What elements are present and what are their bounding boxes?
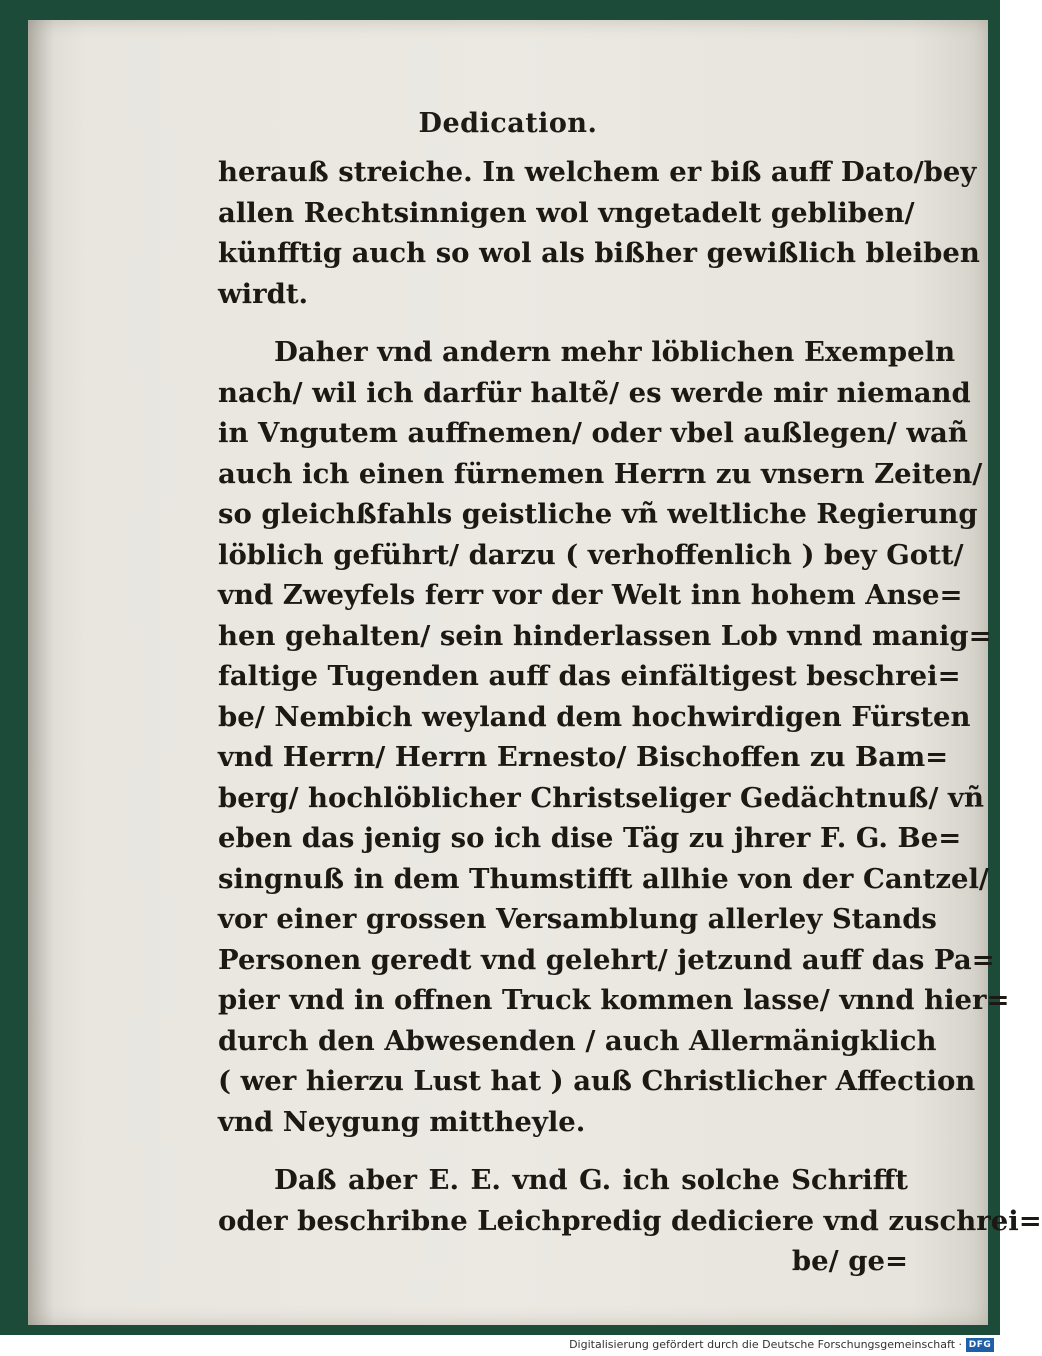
text-line: nach/ wil ich darfür haltẽ/ es werde mir niemand bbox=[218, 376, 971, 409]
text-line: be/ Nembich weyland dem hochwirdigen Fürsten bbox=[218, 700, 971, 733]
dfg-logo[interactable]: DFG bbox=[966, 1338, 994, 1352]
text-line: in Vngutem auffnemen/ oder vbel außlegen/ wañ bbox=[218, 417, 968, 449]
text-line: löblich geführt/ darzu ( verhoffenlich ) bey Gott/ bbox=[218, 538, 964, 571]
text-line: Daß aber E. E. vnd G. ich solche Schrifft bbox=[274, 1164, 908, 1196]
funding-footer bbox=[0, 1335, 1000, 1356]
text-line: ( wer hierzu Lust hat ) auß Christlicher Affection bbox=[218, 1065, 976, 1097]
text-line: durch den Abwesenden / auch Allermänigklich bbox=[218, 1024, 937, 1057]
text-line: vnd Neygung mittheyle. bbox=[218, 1105, 586, 1138]
text-line: wirdt. bbox=[218, 277, 309, 310]
text-line: künfftig auch so wol als bißher gewißlich bleiben bbox=[218, 237, 980, 269]
text-line: so gleichßfahls geistliche vñ weltliche Regierung bbox=[218, 498, 978, 530]
text-line: singnuß in dem Thumstifft allhie von der Cantzel/ bbox=[218, 862, 989, 895]
body-text bbox=[218, 152, 1042, 1282]
text-line: pier vnd in offnen Truck kommen lasse/ vnnd hier= bbox=[218, 984, 1010, 1016]
book-page bbox=[28, 20, 1042, 1325]
catchword: be/ ge= bbox=[791, 1245, 908, 1277]
text-line: herauß streiche. In welchem er biß auff Dato/bey bbox=[218, 156, 977, 188]
text-line: vor einer grossen Versamblung allerley Stands bbox=[218, 903, 937, 935]
text-line: hen gehalten/ sein hinderlassen Lob vnnd manig= bbox=[218, 619, 992, 652]
text-line: Daher vnd andern mehr löblichen Exempeln bbox=[274, 336, 956, 368]
text-line: vnd Herrn/ Herrn Ernesto/ Bischoffen zu Bam= bbox=[218, 741, 949, 773]
text-line: Personen geredt vnd gelehrt/ jetzund auff das Pa= bbox=[218, 943, 995, 976]
running-head: Dedication. bbox=[418, 108, 598, 139]
text-line: auch ich einen fürnemen Herrn zu vnsern Zeiten/ bbox=[218, 457, 983, 490]
text-line: allen Rechtsinnigen wol vngetadelt gebliben/ bbox=[218, 196, 915, 229]
paragraph-gap bbox=[218, 314, 908, 332]
text-line: eben das jenig so ich dise Täg zu jhrer F. G. Be= bbox=[218, 822, 962, 854]
paragraph-gap bbox=[218, 1142, 908, 1160]
text-line: vnd Zweyfels ferr vor der Welt inn hohem Anse= bbox=[218, 579, 963, 611]
text-line: faltige Tugenden auff das einfältigest beschrei= bbox=[218, 660, 961, 692]
text-line: berg/ hochlöblicher Christseliger Gedächtnuß/ vñ bbox=[218, 781, 984, 814]
text-line: oder beschribne Leichpredig dediciere vnd zuschrei= bbox=[218, 1204, 1042, 1237]
funding-credit: Digitalisierung gefördert durch die Deutsche Forschungsgemeinschaft · bbox=[569, 1338, 962, 1351]
